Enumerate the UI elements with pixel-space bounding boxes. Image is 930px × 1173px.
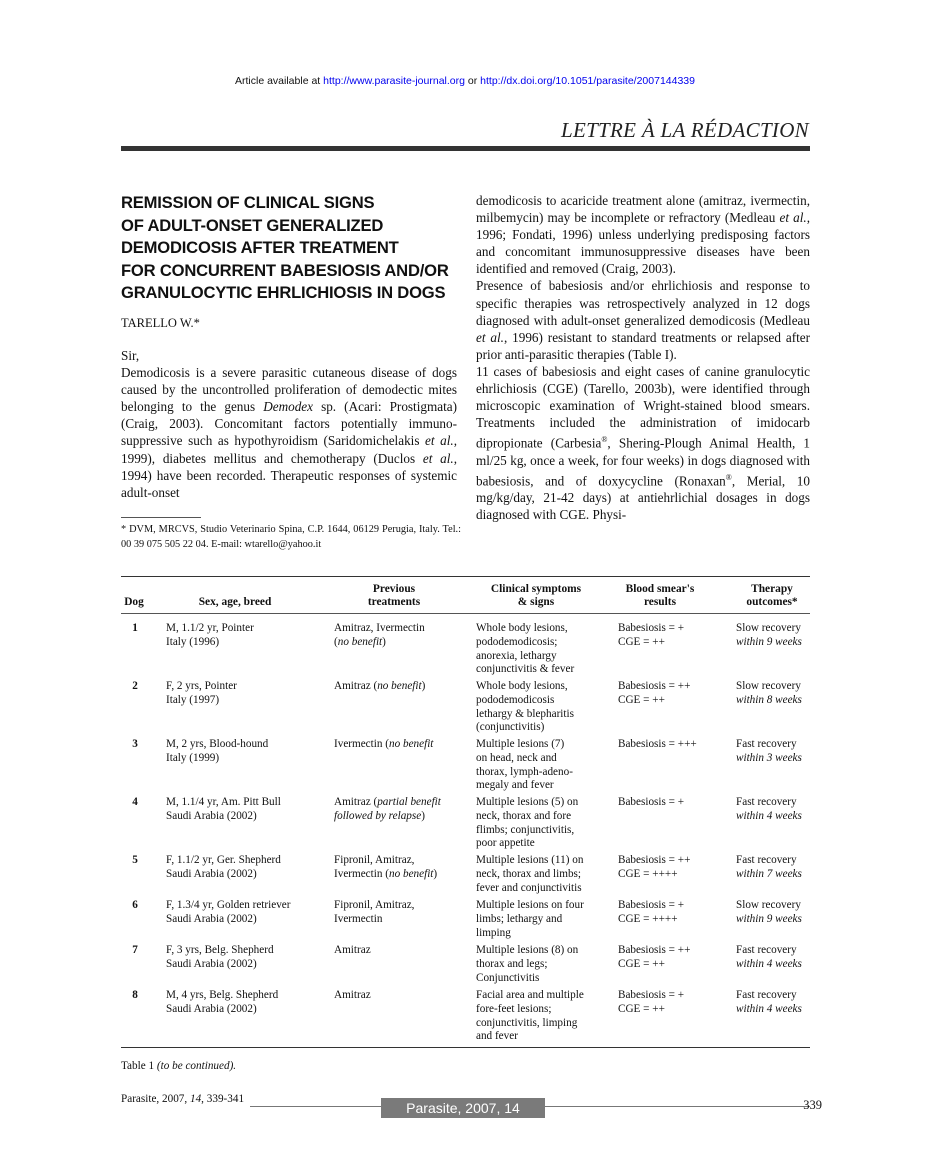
cell-previous-treatments <box>334 796 469 824</box>
salutation: Sir, <box>121 348 140 363</box>
header-previous-treatments: Previous treatments <box>367 583 421 608</box>
table-top-rule <box>121 576 810 577</box>
cell-sex-age-breed: M, 1.1/2 yr, Pointer Italy (1996) <box>166 622 254 648</box>
author-footnote: * DVM, MRCVS, Studio Veterinario Spina, C.P. 1644, 06129 Perugia, Italy. Tel.: 00 39 075 505 22 04. E-mail: wtarello@yahoo.it <box>121 524 461 550</box>
cell-therapy-outcome: Slow recovery within 9 weeks <box>736 899 802 925</box>
cell-clinical-signs: Whole body lesions, pododemodicosis; anorexia, lethargy conjunctivitis & fever <box>476 622 575 676</box>
cell-previous-treatments <box>334 854 469 882</box>
cell-dog: 4 <box>132 796 138 808</box>
title-line: GRANULOCYTIC EHRLICHIOSIS IN DOGS <box>121 283 446 302</box>
cell-sex-age-breed: F, 2 yrs, Pointer Italy (1997) <box>166 680 237 706</box>
prev-line-2: Ivermectin (no benefit) <box>334 867 438 880</box>
cell-previous-treatments <box>334 738 469 752</box>
prev-line-1: Amitraz (partial benefit <box>334 796 441 808</box>
cell-clinical-signs: Multiple lesions (7) on head, neck and thorax, lymph-adeno- megaly and fever <box>476 738 573 792</box>
cell-therapy-outcome: Slow recovery within 9 weeks <box>736 622 802 648</box>
cell-previous-treatments <box>334 944 469 958</box>
title-line: DEMODICOSIS AFTER TREATMENT <box>121 238 399 257</box>
cell-blood-smear: Babesiosis = + CGE = ++++ <box>618 899 685 925</box>
cell-dog: 2 <box>132 680 138 692</box>
cell-clinical-signs: Multiple lesions (5) on neck, thorax and fore flimbs; conjunctivitis, poor appetite <box>476 796 579 850</box>
title-line: OF ADULT-ONSET GENERALIZED <box>121 215 384 235</box>
prev-line-1: Amitraz, Ivermectin <box>334 622 425 634</box>
notice-prefix: Article available at <box>235 75 324 87</box>
cell-previous-treatments <box>334 622 469 650</box>
cell-blood-smear: Babesiosis = ++ CGE = ++ <box>618 680 691 706</box>
page-number: 339 <box>803 1098 822 1112</box>
header-therapy-outcomes: Therapy outcomes* <box>746 583 798 608</box>
table-bottom-rule <box>121 1047 810 1048</box>
cell-sex-age-breed: F, 3 yrs, Belg. Shepherd Saudi Arabia (2002) <box>166 944 274 970</box>
footnote-rule <box>121 517 201 518</box>
cell-clinical-signs: Multiple lesions (8) on thorax and legs; Conjunctivitis <box>476 944 579 984</box>
cell-therapy-outcome: Fast recovery within 4 weeks <box>736 796 802 822</box>
cell-sex-age-breed: F, 1.1/2 yr, Ger. Shepherd Saudi Arabia (2002) <box>166 854 281 880</box>
cell-dog: 8 <box>132 989 138 1001</box>
prev-line-1: Amitraz (no benefit) <box>334 680 426 692</box>
cell-therapy-outcome: Fast recovery within 7 weeks <box>736 854 802 880</box>
prev-line-1: Amitraz <box>334 989 371 1001</box>
journal-link[interactable]: http://www.parasite-journal.org <box>323 75 465 87</box>
body-paragraph: Demodicosis is a severe parasitic cutaneous disease of dogs caused by the uncontrolled proliferation of demodectic mites belonging to the genus Demodex sp. (Acari: Prostigmata) (Craig, 2003). Concomitant factors potentially immuno-suppressive such as hypothyroidism (Saridomichelakis et al., 1999), diabetes mellitus and chemotherapy (Duclos et al., 1994) have been recorded. Therapeutic responses of systemic adult-onset <box>121 365 457 500</box>
cell-blood-smear: Babesiosis = ++ CGE = ++++ <box>618 854 691 880</box>
table-header-rule <box>121 613 810 614</box>
cell-dog: 7 <box>132 944 138 956</box>
cell-blood-smear: Babesiosis = +++ <box>618 738 697 750</box>
header-rule <box>121 146 810 151</box>
prev-line-1: Fipronil, Amitraz, <box>334 899 415 911</box>
prev-line-1: Fipronil, Amitraz, <box>334 854 415 866</box>
notice-middle: or <box>464 75 481 87</box>
title-line: FOR CONCURRENT BABESIOSIS AND/OR <box>121 260 449 280</box>
header-dog: Dog <box>124 596 144 608</box>
cell-blood-smear: Babesiosis = + CGE = ++ <box>618 989 685 1015</box>
prev-line-1: Ivermectin (no benefit <box>334 738 434 750</box>
header-clinical-symptoms: Clinical symptoms & signs <box>490 583 582 608</box>
cell-clinical-signs: Facial area and multiple fore-feet lesions; conjunctivitis, limping and fever <box>476 989 584 1043</box>
cell-clinical-signs: Whole body lesions, pododemodicosis lethargy & blepharitis (conjunctivitis) <box>476 680 574 734</box>
cell-previous-treatments <box>334 680 469 694</box>
article-availability-notice <box>0 75 930 87</box>
journal-footer-box: Parasite, 2007, 14 <box>381 1098 545 1118</box>
table-caption: Table 1 (to be continued). <box>121 1060 237 1072</box>
article-title <box>121 192 466 305</box>
cell-dog: 3 <box>132 738 138 750</box>
section-heading: LETTRE À LA RÉDACTION <box>560 118 809 142</box>
header-sex-age-breed: Sex, age, breed <box>198 596 272 608</box>
header-blood-smear: Blood smear's results <box>625 583 695 608</box>
cell-sex-age-breed: M, 4 yrs, Belg. Shepherd Saudi Arabia (2002) <box>166 989 279 1015</box>
cell-clinical-signs: Multiple lesions on four limbs; lethargy and limping <box>476 899 584 939</box>
cell-therapy-outcome: Fast recovery within 3 weeks <box>736 738 802 764</box>
cell-blood-smear: Babesiosis = + CGE = ++ <box>618 622 685 648</box>
author: TARELLO W.* <box>121 316 200 330</box>
title-line: REMISSION OF CLINICAL SIGNS <box>121 193 375 212</box>
right-column-body <box>476 192 810 524</box>
cell-previous-treatments <box>334 899 469 927</box>
cell-clinical-signs: Multiple lesions (11) on neck, thorax and limbs; fever and conjunctivitis <box>476 854 584 894</box>
cell-dog: 1 <box>132 622 138 634</box>
cell-dog: 5 <box>132 854 138 866</box>
body-paragraph: demodicosis to acaricide treatment alone (amitraz, ivermectin, milbemycin) may be incomplete or refractory (Medleau et al., 1996; Fondati, 1996) unless underlying predisposing factors and concomitant immunosuppressive diseases have been identified and removed (Craig, 2003). <box>476 193 810 277</box>
cell-therapy-outcome: Slow recovery within 8 weeks <box>736 680 802 706</box>
cell-sex-age-breed: M, 1.1/4 yr, Am. Pitt Bull Saudi Arabia (2002) <box>166 796 281 822</box>
doi-link[interactable]: http://dx.doi.org/10.1051/parasite/2007144339 <box>480 75 695 87</box>
prev-line-2: Ivermectin <box>334 912 383 925</box>
cell-previous-treatments <box>334 989 469 1003</box>
body-paragraph: 11 cases of babesiosis and eight cases of canine granulocytic ehrlichiosis (CGE) (Tarello, 2003b), were identified through microscopic examination of Wright-stained blood smears. Treatments included the administration of imidocarb dipropionate (Carbesia®, Shering-Plough Animal Health, 1 ml/25 kg, once a week, for four weeks) in dogs diagnosed with babesiosis, and of doxycycline (Ronaxan®, Merial, 10 mg/kg/day, 21-42 days) at antiehrlichial dosages in dogs diagnosed with CGE. Physi- <box>476 363 810 523</box>
body-paragraph: Presence of babesiosis and/or ehrlichiosis and response to specific therapies was retrospectively analyzed in 12 dogs diagnosed with adult-onset generalized demodicosis (Medleau et al., 1996) resistant to standard treatments or relapsed after prior anti-parasitic therapies (Table I). <box>476 278 810 362</box>
cell-therapy-outcome: Fast recovery within 4 weeks <box>736 944 802 970</box>
cell-sex-age-breed: M, 2 yrs, Blood-hound Italy (1999) <box>166 738 269 764</box>
cell-blood-smear: Babesiosis = ++ CGE = ++ <box>618 944 691 970</box>
cell-therapy-outcome: Fast recovery within 4 weeks <box>736 989 802 1015</box>
running-footer-citation: Parasite, 2007, 14, 339-341 <box>121 1093 245 1105</box>
left-column-body <box>121 347 457 501</box>
prev-line-1: Amitraz <box>334 944 371 956</box>
prev-line-2: (no benefit) <box>334 635 386 648</box>
cell-blood-smear: Babesiosis = + <box>618 796 685 808</box>
prev-line-2: followed by relapse) <box>334 809 425 822</box>
cell-sex-age-breed: F, 1.3/4 yr, Golden retriever Saudi Arabia (2002) <box>166 899 291 925</box>
cell-dog: 6 <box>132 899 138 911</box>
